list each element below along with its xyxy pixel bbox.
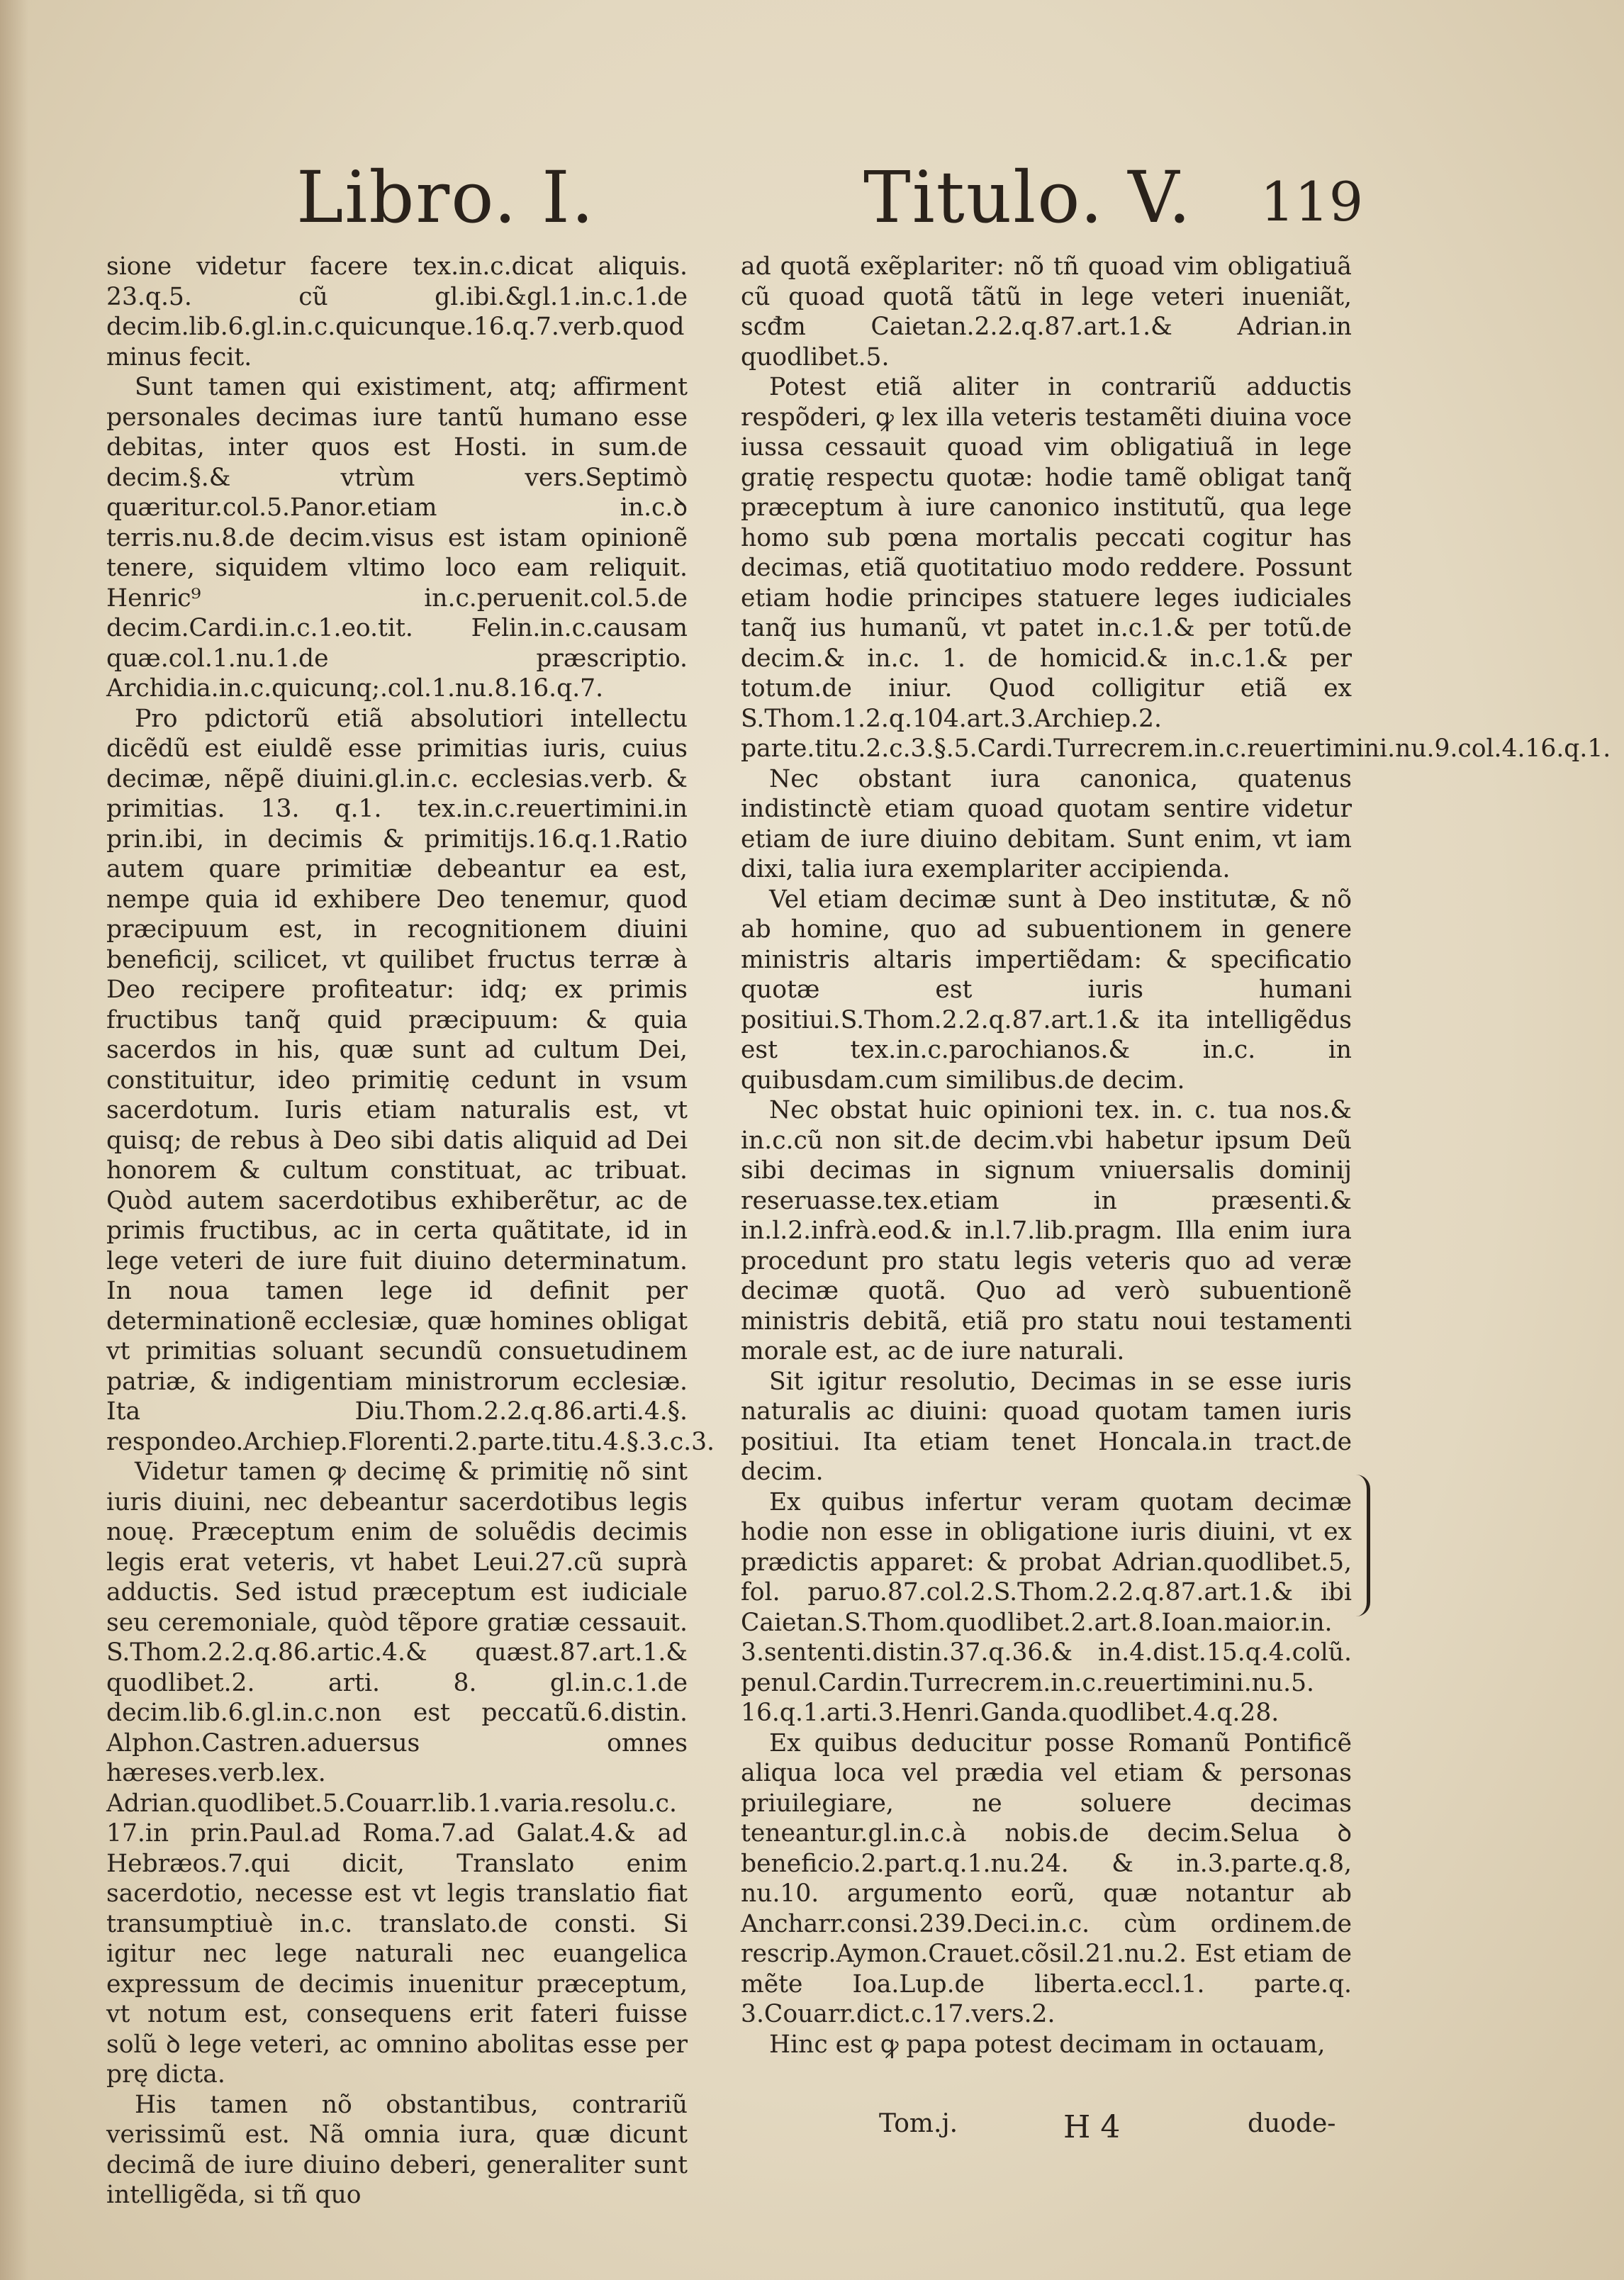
paragraph: Sit igitur resolutio, Decimas in se esse iuris naturalis ac diuini: quoad quotam tamen iuris positiui. Ita etiam tenet Honcala.in tract.de decim.	[741, 1367, 1352, 1486]
signature-mark: H 4	[1063, 2109, 1121, 2145]
book-number: Libro. I.	[296, 156, 595, 239]
paragraph: Ex quibus deducitur posse Romanũ Pontificẽ aliqua loca vel prædia vel etiam & personas priuilegiare, ne soluere decimas teneantur.gl.in.c.à nobis.de decim.Selua ꝺ beneficio.2.part.q.1.nu.24. & in.3.parte.q.8, nu.10. argumento eorũ, quæ notantur ab Ancharr.consi.239.Deci.in.c. cùm ordinem.de rescrip.Aymon.Crauet.cõsil.21.nu.2. Est etiam de mẽte Ioa.Lup.de liberta.eccl.1. parte.q. 3.Couarr.dict.c.17.vers.2.	[741, 1728, 1352, 2028]
paragraph: Nec obstat huic opinioni tex. in. c. tua nos.& in.c.cũ non sit.de decim.vbi habetur ipsum Deũ sibi decimas in signum vniuersalis dominij reseruasse.tex.etiam in præsenti.& in.l.2.infrà.eod.& in.l.7.lib.pragm. Illa enim iura procedunt pro statu legis veteris quo ad veræ decimæ quotã. Quo ad verò subuentionẽ ministris debitã, etiã pro statu noui testamenti morale est, ac de iure naturali.	[741, 1096, 1352, 1365]
handwritten-bracket-mark	[1345, 1475, 1370, 1616]
left-text-column	[106, 252, 715, 2211]
paragraph: His tamen nõ obstantibus, contrariũ verissimũ est. Nã omnia iura, quæ dicunt decimã de iure diuino deberi, generaliter sunt intelligẽda, si tñ quo	[106, 2090, 688, 2209]
paragraph: Nec obstant iura canonica, quatenus indistinctè etiam quoad quotam sentire videtur etiam de iure diuino debitam. Sunt enim, vt iam dixi, talia iura exemplariter accipienda.	[741, 764, 1352, 883]
page-footer	[0, 2109, 1624, 2152]
right-text-column	[741, 252, 1611, 2060]
paragraph: Hinc est ꝙ papa potest decimam in octauam,	[769, 2030, 1326, 2059]
paragraph: Pro pdictorũ etiã absolutiori intellectu dicẽdũ est eiuldẽ esse primitias iuris, cuius decimæ, nẽpẽ diuini.gl.in.c. ecclesias.verb. & primitias. 13. q.1. tex.in.c.reuertimini.in prin.ibi, in decimis & primitijs.16.q.1.Ratio autem quare primitiæ debeantur ea est, nempe quia id exhibere Deo tenemur, quod præcipuum est, in recognitionem diuini beneficij, scilicet, vt quilibet fructus terræ à Deo recipere profiteatur: idq; ex primis fructibus tanq̃ quid præcipuum: & quia sacerdos in his, quæ sunt ad cultum Dei, constituitur, ideo primitię cedunt in vsum sacerdotum. Iuris etiam naturalis est, vt quisq; de rebus à Deo sibi datis aliquid ad Dei honorem & cultum constituat, ac tribuat. Quòd autem sacerdotibus exhiberẽtur, ac de primis fructibus, ac in certa quãtitate, id in lege veteri de iure fuit diuino determinatum. In noua tamen lege id definit per determinationẽ ecclesiæ, quæ homines obligat vt primitias soluant secundũ consuetudinem patriæ, & indigentiam ministrorum ecclesiæ. Ita Diu.Thom.2.2.q.86.arti.4.§. respondeo.Archiep.Florenti.2.parte.titu.4.§.3.c.3.	[106, 704, 715, 1456]
title-number: Titulo. V.	[863, 156, 1192, 239]
paragraph: Vel etiam decimæ sunt à Deo institutæ, & nõ ab homine, quo ad subuentionem in genere ministris altaris impertiẽdam: & specificatio quotæ est iuris humani positiui.S.Thom.2.2.q.87.art.1.& ita intelligẽdus est tex.in.c.parochianos.& in.c. in quibusdam.cum similibus.de decim.	[741, 885, 1352, 1095]
paragraph: Sunt tamen qui existiment, atq; affirment personales decimas iure tantũ humano esse debitas, inter quos est Hosti. in sum.de decim.§.& vtrùm vers.Septimò quæritur.col.5.Panor.etiam in.c.ꝺ terris.nu.8.de decim.visus est istam opinionẽ tenere, siquidem vltimo loco eam reliquit. Henric⁹ in.c.peruenit.col.5.de decim.Cardi.in.c.1.eo.tit. Felin.in.c.causam quæ.col.1.nu.1.de præscriptio. Archidia.in.c.quicunq;.col.1.nu.8.16.q.7.	[106, 373, 688, 703]
catchword: duode-	[1248, 2109, 1336, 2138]
paragraph: sione videtur facere tex.in.c.dicat aliquis. 23.q.5. cũ gl.ibi.&gl.1.in.c.1.de decim.lib.6.gl.in.c.quicunque.16.q.7.verb.quod minus fecit.	[106, 252, 688, 371]
page-number: 119	[1260, 170, 1364, 233]
running-header	[0, 142, 1624, 248]
paragraph: ad quotã exẽplariter: nõ tñ quoad vim obligatiuã cũ quoad quotã tãtũ in lege veteri inueniãt, scđm Caietan.2.2.q.87.art.1.& Adrian.in quodlibet.5.	[741, 252, 1352, 371]
volume-mark: Tom.j.	[879, 2109, 958, 2138]
paragraph: Potest etiã aliter in contrariũ adductis respõderi, ꝙ lex illa veteris testamẽti diuina voce iussa cessauit quoad vim obligatiuã in lege gratię respectu quotæ: hodie tamẽ obligat tanq̃ præceptum à iure canonico institutũ, qua lege homo sub pœna mortalis peccati cogitur has decimas, etiã quotitatiuo modo reddere. Possunt etiam hodie principes statuere leges iudiciales tanq̃ ius humanũ, vt patet in.c.1.& per totũ.de decim.& in.c. 1. de homicid.& in.c.1.& per totum.de iniur. Quod colligitur etiã ex S.Thom.1.2.q.104.art.3.Archiep.2. parte.titu.2.c.3.§.5.Cardi.Turrecrem.in.c.reuertimini.nu.9.col.4.16.q.1.	[741, 373, 1611, 763]
paragraph: Ex quibus infertur veram quotam decimæ hodie non esse in obligatione iuris diuini, vt ex prædictis apparet: & probat Adrian.quodlibet.5, fol. paruo.87.col.2.S.Thom.2.2.q.87.art.1.& ibi Caietan.S.Thom.quodlibet.2.art.8.Ioan.maior.in. 3.sententi.distin.37.q.36.& in.4.dist.15.q.4.colũ. penul.Cardin.Turrecrem.in.c.reuertimini.nu.5. 16.q.1.arti.3.Henri.Ganda.quodlibet.4.q.28.	[741, 1487, 1352, 1727]
paragraph: Videtur tamen ꝙ decimę & primitię nõ sint iuris diuini, nec debeantur sacerdotibus legis nouę. Præceptum enim de soluẽdis decimis legis erat veteris, vt habet Leui.27.cũ suprà adductis. Sed istud præceptum est iudiciale seu ceremoniale, quòd tẽpore gratiæ cessauit. S.Thom.2.2.q.86.artic.4.& quæst.87.art.1.& quodlibet.2. arti. 8. gl.in.c.1.de decim.lib.6.gl.in.c.non est peccatũ.6.distin. Alphon.Castren.aduersus omnes hæreses.verb.lex. Adrian.quodlibet.5.Couarr.lib.1.varia.resolu.c. 17.in prin.Paul.ad Roma.7.ad Galat.4.& ad Hebræos.7.qui dicit, Translato enim sacerdotio, necesse est vt legis translatio fiat transumptiuè in.c. translato.de consti. Si igitur nec lege naturali nec euangelica expressum de decimis inuenitur præceptum, vt notum est, consequens erit fateri fuisse solũ ꝺ lege veteri, ac omnino abolitas esse per prę dicta.	[106, 1458, 688, 2089]
